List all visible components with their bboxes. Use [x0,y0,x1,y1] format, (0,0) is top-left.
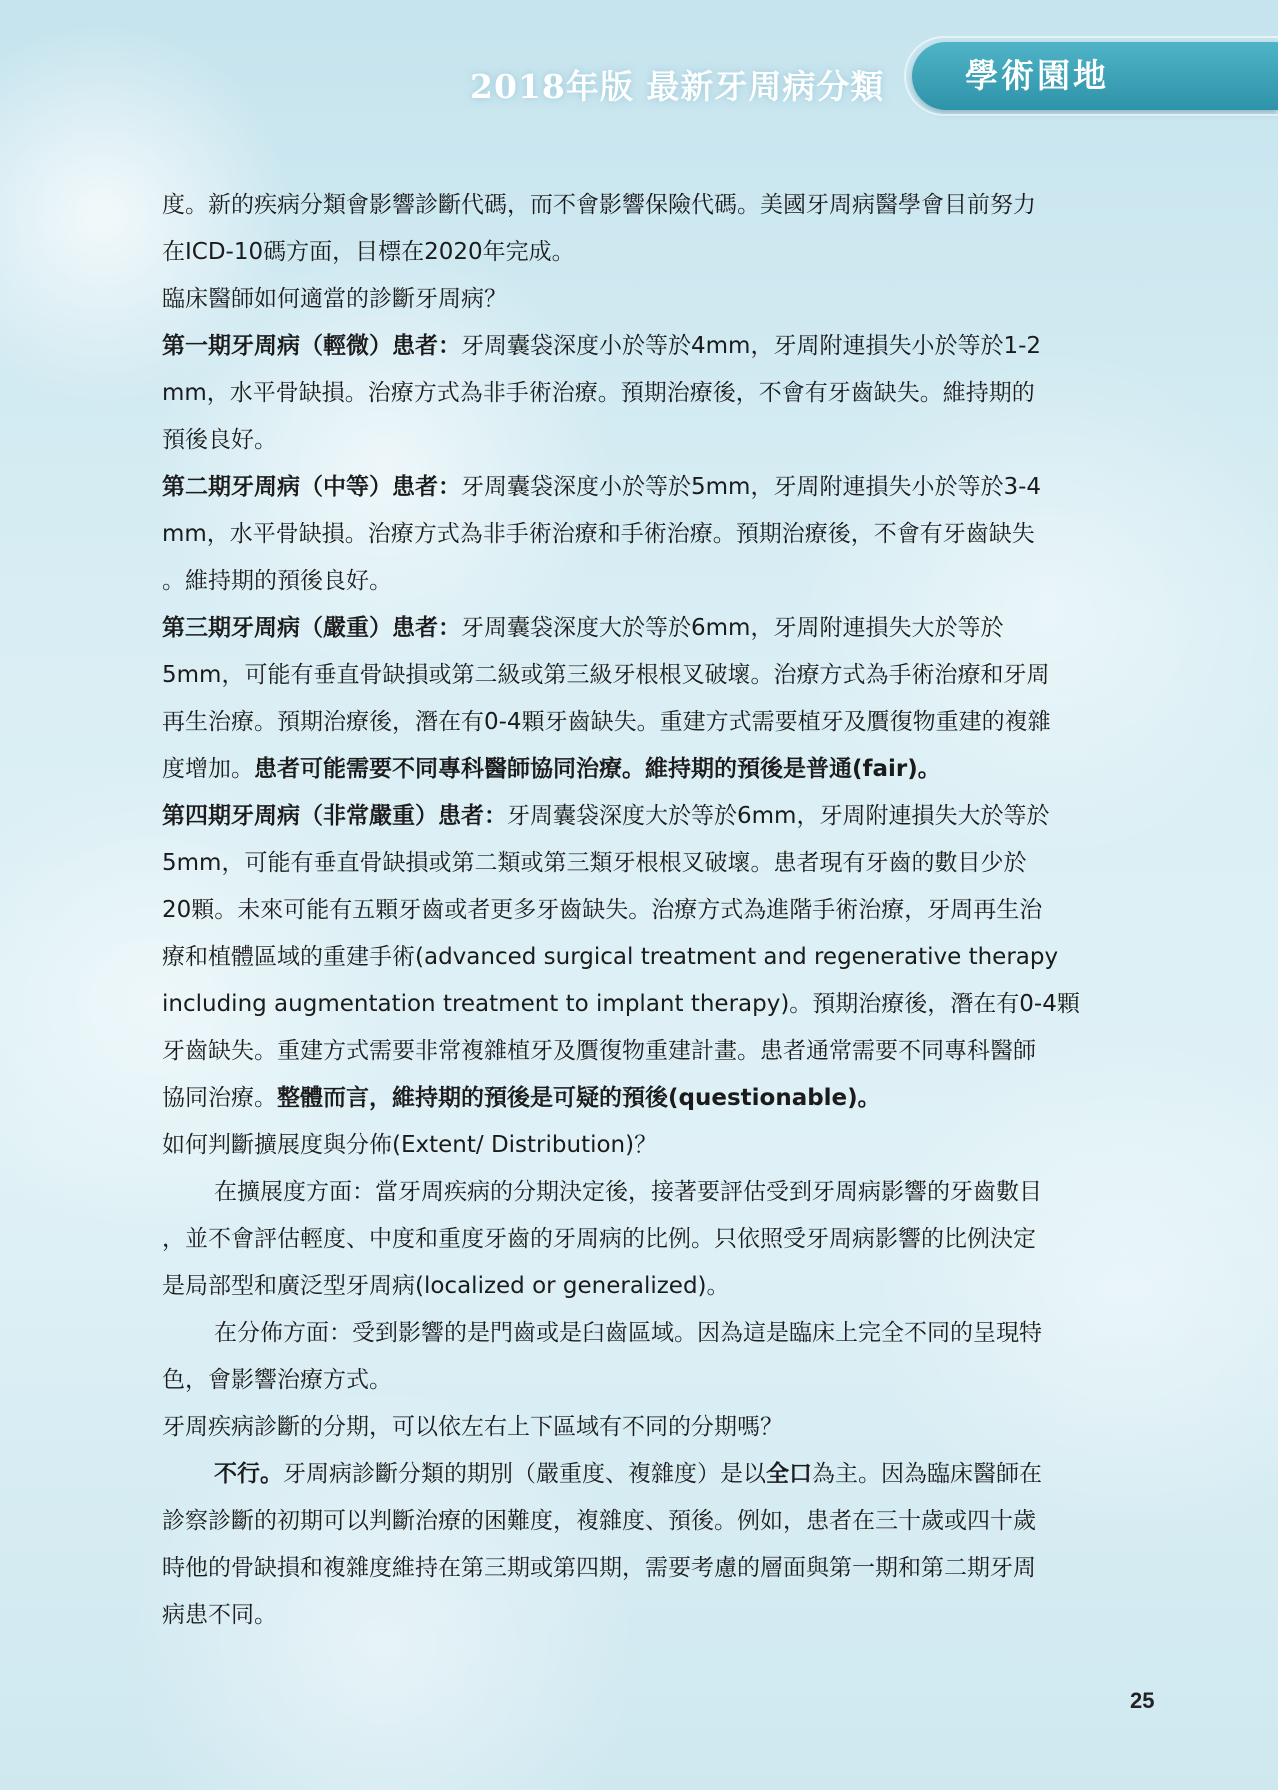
text-line [162,1310,1162,1357]
text-segment: 臨床醫師如何適當的診斷牙周病？ [162,286,507,312]
text-line [162,699,1162,746]
text-line [162,746,1162,793]
text-segment: 如何判斷擴展度與分佈(Extent/ Distribution)？ [162,1132,658,1158]
header-title: 2018年版 最新牙周病分類 [470,67,885,106]
text-segment: ，並不會評估輕度、中度和重度牙齒的牙周病的比例。只依照受牙周病影響的比例決定 [162,1226,1036,1252]
text-segment: mm，水平骨缺損。治療方式為非手術治療。預期治療後，不會有牙齒缺失。維持期的 [162,380,1035,406]
text-line [162,323,1162,370]
text-segment: 預後良好。 [162,427,277,453]
text-line [162,1263,1162,1310]
bullet-question [162,1122,1162,1169]
text-line [162,1075,1162,1122]
bold-text-segment: 整體而言，維持期的預後是可疑的預後(questionable)。 [277,1085,881,1111]
text-segment: 。維持期的預後良好。 [162,568,392,594]
text-line [162,652,1162,699]
text-segment: 時他的骨缺損和複雜度維持在第三期或第四期，需要考慮的層面與第一期和第二期牙周 [162,1555,1036,1581]
text-segment: 在擴展度方面：當牙周疾病的分期決定後，接著要評估受到牙周病影響的牙齒數目 [214,1179,1042,1205]
text-line [162,793,1162,840]
text-segment: 為主。因為臨床醫師在 [812,1461,1042,1487]
text-line [162,605,1162,652]
text-segment: 協同治療。 [162,1085,277,1111]
text-segment: 療和植體區域的重建手術(advanced surgical treatment and regenerative therapy [162,944,1059,970]
text-segment: 再生治療。預期治療後，潛在有0-4顆牙齒缺失。重建方式需要植牙及贋復物重建的複雜 [162,709,1051,735]
text-segment: 診察診斷的初期可以判斷治療的困難度，複雜度、預後。例如，患者在三十歲或四十歲 [162,1508,1036,1534]
text-segment: 是局部型和廣泛型牙周病(localized or generalized)。 [162,1273,730,1299]
text-segment: 在ICD-10碼方面，目標在2020年完成。 [162,239,575,265]
text-segment: 5mm，可能有垂直骨缺損或第二級或第三級牙根根叉破壞。治療方式為手術治療和牙周 [162,662,1050,688]
text-segment: 牙齒缺失。重建方式需要非常複雜植牙及贋復物重建計畫。患者通常需要不同專科醫師 [162,1038,1036,1064]
text-line [162,840,1162,887]
page-number: 25 [1130,1688,1155,1713]
text-line [162,229,1162,276]
bold-text-segment: 第三期牙周病（嚴重）患者： [162,615,461,641]
text-line [162,981,1162,1028]
bullet-question [162,276,1162,323]
text-line [162,511,1162,558]
text-line [162,887,1162,934]
text-segment: 牙周病診斷分類的期別（嚴重度、複雜度）是以 [283,1461,766,1487]
text-segment: 5mm，可能有垂直骨缺損或第二類或第三類牙根根叉破壞。患者現有牙齒的數目少於 [162,850,1027,876]
bold-text-segment: 第二期牙周病（中等）患者： [162,474,461,500]
bold-text-segment: 第一期牙周病（輕微）患者： [162,333,461,359]
section-tab-label: 學術園地 [965,56,1109,95]
text-segment: 度。新的疾病分類會影響診斷代碼，而不會影響保險代碼。美國牙周病醫學會目前努力 [162,192,1036,218]
bullet-question [162,1404,1162,1451]
text-segment: 在分佈方面：受到影響的是門齒或是臼齒區域。因為這是臨床上完全不同的呈現特 [214,1320,1042,1346]
text-line [162,1028,1162,1075]
text-line [162,1169,1162,1216]
text-segment: 病患不同。 [162,1602,277,1628]
text-line [162,1216,1162,1263]
text-segment: 牙周囊袋深度小於等於4mm，牙周附連損失小於等於1-2 [461,333,1042,359]
text-line [162,370,1162,417]
text-line [162,417,1162,464]
text-line [162,1451,1162,1498]
article-body [162,182,1162,1639]
bold-text-segment: 全口 [766,1461,812,1487]
text-line [162,464,1162,511]
text-line [162,1357,1162,1404]
text-segment: including augmentation treatment to implant therapy)。預期治療後，潛在有0-4顆 [162,991,1080,1017]
bold-text-segment: 不行。 [214,1461,283,1487]
text-segment: 20顆。未來可能有五顆牙齒或者更多牙齒缺失。治療方式為進階手術治療，牙周再生治 [162,897,1043,923]
text-line [162,1498,1162,1545]
text-segment: 色，會影響治療方式。 [162,1367,392,1393]
text-segment: mm，水平骨缺損。治療方式為非手術治療和手術治療。預期治療後，不會有牙齒缺失 [162,521,1035,547]
text-segment: 牙周疾病診斷的分期，可以依左右上下區域有不同的分期嗎？ [162,1414,783,1440]
bold-text-segment: 患者可能需要不同專科醫師協同治療。維持期的預後是普通(fair)。 [254,756,941,782]
text-line [162,934,1162,981]
text-line [162,182,1162,229]
section-tab [912,42,1278,110]
text-line [162,558,1162,605]
text-segment: 牙周囊袋深度大於等於6mm，牙周附連損失大於等於 [507,803,1050,829]
text-segment: 牙周囊袋深度大於等於6mm，牙周附連損失大於等於 [461,615,1004,641]
text-segment: 度增加。 [162,756,254,782]
text-line [162,1545,1162,1592]
bold-text-segment: 第四期牙周病（非常嚴重）患者： [162,803,507,829]
text-line [162,1592,1162,1639]
text-segment: 牙周囊袋深度小於等於5mm，牙周附連損失小於等於3-4 [461,474,1042,500]
